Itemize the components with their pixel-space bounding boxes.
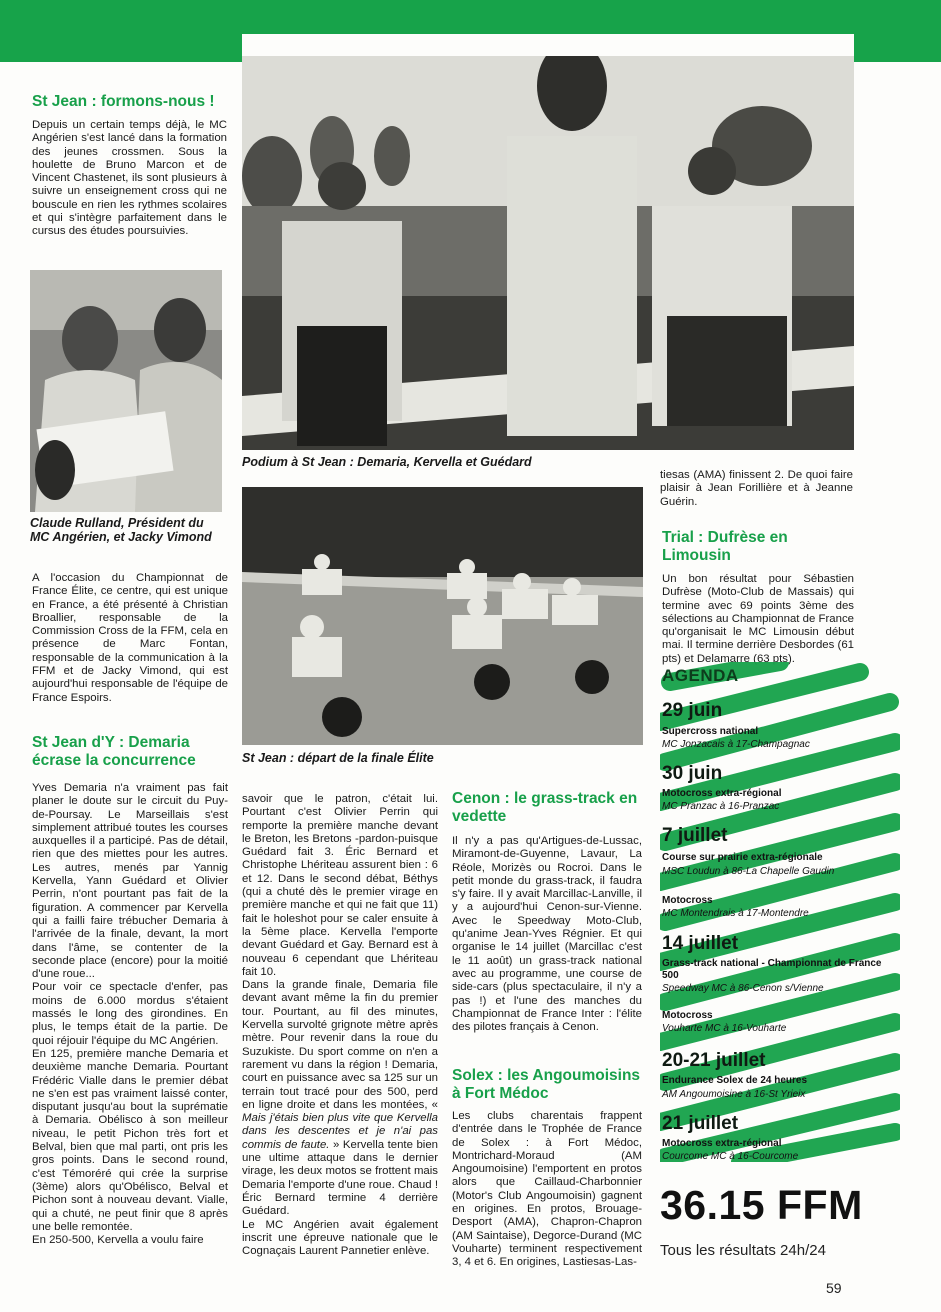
- formons-body: Depuis un certain temps déjà, le MC Angérien s'est lancé dans la formation des jeunes crossmen. Sous la houlette de Bruno Marcon et de Vincent Chastenet, ils sont plusieurs à suivre un enseignement cross qui ne bouscule en rien les rythmes scolaires et qui s'intègre parfaitement dans le cursus des études poursuivies.: [32, 119, 227, 238]
- solex-body: Les clubs charentais frappent d'entrée dans le Trophée de France de Solex : à Fort Médoc, Montrichard-Moraud (AM Angoumoisine) l'emportent en protos alors que Caillaud-Charbonnier (Motor's Club Angoumoisin) gagnent en origines. En protos, Brouage-Desport (AMA), Chapron-Chapron (AM Saintaise), Degorce-Durand (MC Vouharte) terminent respectivement 3, 4 et 6. En origines, Lastiesas-Las-: [452, 1110, 642, 1269]
- agenda-club-4b: Vouharte MC à 16-Vouharte: [662, 1023, 787, 1034]
- article-trial: [662, 529, 854, 666]
- agenda-club-4a: Speedway MC à 86-Cenon s/Vienne: [662, 983, 824, 994]
- agenda-date-5: 20-21 juillet: [662, 1050, 766, 1071]
- agenda-club-5: AM Angoumoisine à 16-St Yrieix: [662, 1089, 806, 1100]
- agenda-date-4: 14 juillet: [662, 933, 739, 954]
- tiesas-body: tiesas (AMA) finissent 2. De quoi faire plaisir à Jean Forillière et à Jeanne Guérin.: [660, 469, 853, 508]
- agenda-date-1: 29 juin: [662, 700, 723, 721]
- demaria-col1: [32, 782, 228, 1247]
- trial-body: Un bon résultat pour Sébastien Dufrèse (Moto-Club de Massais) qui termine avec 69 points 3ème des sélections au Championnat de France qu'organisait le MC Limousin début mai. Il termine derrière Desbordes (61 pts) et Delamarre (63 pts).: [662, 573, 854, 665]
- agenda-club-2: MC Pranzac à 16-Pranzac: [662, 801, 780, 812]
- demaria-col2: [242, 793, 438, 1258]
- article-solex: [452, 1067, 642, 1270]
- demaria-p4: En 250-500, Kervella a voulu faire: [32, 1234, 204, 1247]
- agenda-club-3a: MSC Loudun à 86-La Chapelle Gaudin: [662, 866, 835, 877]
- agenda-type-1: Supercross national: [662, 726, 759, 737]
- article-formons: [32, 93, 227, 239]
- ffm-subtitle: Tous les résultats 24h/24: [660, 1242, 826, 1259]
- championnat-body: A l'occasion du Championnat de France Élite, ce centre, qui est unique en France, a été présenté à Christian Broallier, responsable de la Commission Cross de la FFM, cela en présence de Marc Fontan, responsable de la communication à la FFM et de Jacky Vimond, qui est aujourd'hui responsable de l'équipe de France Espoirs.: [32, 572, 228, 704]
- demaria-title: St Jean d'Y : Demaria écrase la concurrence: [32, 734, 196, 769]
- agenda-club-1: MC Jonzacais à 17-Champagnac: [662, 739, 810, 750]
- agenda-club-6: Courcome MC à 16-Courcome: [662, 1151, 799, 1162]
- depart-caption: St Jean : départ de la finale Élite: [242, 751, 434, 765]
- article-cenon: [452, 790, 642, 1034]
- race-start-photo: [242, 487, 643, 745]
- cenon-title: Cenon : le grass-track en vedette: [452, 790, 638, 825]
- agenda-type-4b: Motocross: [662, 1010, 713, 1021]
- agenda-type-5: Endurance Solex de 24 heures: [662, 1075, 808, 1086]
- agenda-club-3b: MC Montendrais à 17-Montendre: [662, 908, 809, 919]
- agenda-type-3b: Motocross: [662, 895, 713, 906]
- rulland-caption: Claude Rulland, Président du MC Angérien, et Jacky Vimond: [30, 516, 212, 544]
- trial-title: Trial : Dufrèse en Limousin: [662, 529, 788, 564]
- demaria-p5: savoir que le patron, c'était lui. Pourtant c'est Olivier Perrin qui remporte la première manche devant le Breton, les Bretons -pardon-puisque Guédard fait 3. Éric Bernard et Christophe Lhériteau assurent bien : 6 et 12. Dans le second débat, Béthys (qui a chuté dès le premier virage en première manche et qui ne fait que 11) fait le holeshot pour se caler ensuite à la 5ème place. Kervella l'emporte devant Guédard et Gay. Bernard est à nouveau 6 cependant que Lhériteau fait 10.: [242, 793, 438, 978]
- demaria-p3: En 125, première manche Demaria et deuxième manche Demaria. Pourtant Frédéric Vialle dans le premier débat ne s'en est pas vraiment laissé conter, disputant jusqu'au bout la suprématie à Demaria. Obélisco à son meilleur niveau, le petit Pichon très fort et Belval, bien que mal parti, ont pris les gros points. Dans le second round, c'est Témoréré qui crée la surprise (3ème) alors qu'Obélisco, Belval et Pichon sont à nouveau devant. Vialle, qui a chuté, ne peut finir que 8 après une belle remontée.: [32, 1047, 228, 1233]
- demaria-p2: Pour voir ce spectacle d'enfer, pas moins de 6.000 mordus s'étaient massés le long des girondines. En plus, le temps était de la partie. De quoi réjouir l'équipe du MC Angérien.: [32, 981, 228, 1047]
- article-demaria: [32, 734, 228, 1247]
- demaria-quote: Mais j'étais bien plus vite que Kervella dans les descentes et je n'ai pas commis de faute.: [242, 1112, 438, 1151]
- rulland-photo: [30, 270, 222, 512]
- page-number: 59: [826, 1280, 842, 1296]
- demaria-p7: Le MC Angérien avait également inscrit une épreuve nationale que le Cognaçais Laurent Pannetier enlève.: [242, 1218, 438, 1258]
- agenda-type-3a: Course sur prairie extra-régionale: [662, 852, 823, 863]
- formons-title: St Jean : formons-nous !: [32, 93, 215, 110]
- demaria-p6: [242, 979, 438, 1218]
- demaria-p1: Yves Demaria n'a vraiment pas fait planer le doute sur le circuit du Puy-de-Poursay. Le Marseillais s'est simplement attribué toutes les courses auxquelles il a participé. Pas de détail, rien que des miettes pour les autres. Les autres, menés par Yannig Kervella, Yann Guédard et Olivier Perrin, n'ont pourtant pas fait de la figuration. A commencer par Kervella qui a failli faire trébucher Demaria à l'arrivée de la finale, devant, la mort dans l'âme, se contenter de la seconde place (encore) pour la moitié d'une roue...: [32, 782, 228, 981]
- solex-title: Solex : les Angoumoisins à Fort Médoc: [452, 1067, 641, 1102]
- agenda-date-3: 7 juillet: [662, 825, 728, 846]
- demaria-p6-a: Dans la grande finale, Demaria file devant avant même la fin du premier tour. Pourtant, au fil des minutes, Kervella survolté grignote mètre après mètre. Pour revenir dans la roue du Suzukiste. Du sport comme on n'en a rarement vu dans la région ! Demaria, court en puissance avec sa 125 sur un terrain tout tracé pour des 500, perd en ligne droite et dans les montées, «: [242, 979, 438, 1111]
- agenda-type-6: Motocross extra-régional: [662, 1138, 782, 1149]
- agenda-date-2: 30 juin: [662, 763, 723, 784]
- cenon-body: Il n'y a pas qu'Artigues-de-Lussac, Miramont-de-Guyenne, Lavaur, La Réole, Morizès ou Rocroi. Dans le petit monde du grass-track, il faudra s'y faire. Il y avait Marcillac-Lanville, il y a aujourd'hui Cenon-sur-Vienne. Avec le Speedway Moto-Club, qu'anime Jean-Yves Régnier. Et qui organise le 14 juillet (Marcillac c'est le 11 août) un grass-track national avec au programme, une course de side-cars (plus spectaculaire, il n'y a pas !) et l'une des manches du Championnat de France Inter : l'élite des pilotes français à Cenon.: [452, 835, 642, 1034]
- demaria-p6-b: » Kervella tente bien une ultime attaque dans le dernier virage, les deux motos se frottent mais Demaria l'emporte d'une roue. Chaud ! Éric Bernard termine 4 derrière Guédard.: [242, 1138, 438, 1218]
- agenda-title: AGENDA: [662, 666, 739, 685]
- podium-caption: Podium à St Jean : Demaria, Kervella et Guédard: [242, 455, 532, 469]
- agenda-type-4a: Grass-track national - Championnat de France 500: [662, 958, 882, 981]
- ffm-number: 36.15 FFM: [660, 1182, 863, 1228]
- podium-photo: [242, 56, 854, 450]
- agenda-date-6: 21 juillet: [662, 1113, 739, 1134]
- agenda-type-2: Motocross extra-régional: [662, 788, 782, 799]
